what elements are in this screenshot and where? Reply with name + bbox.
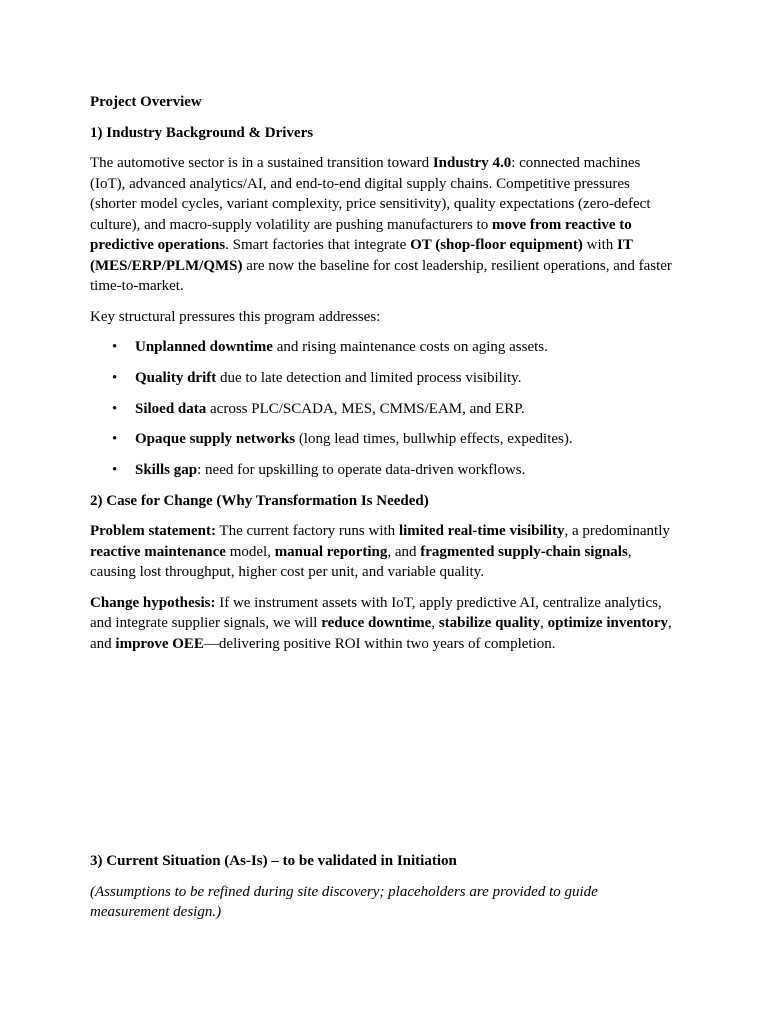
bold-text: IT (MES/ERP/PLM/QMS) bbox=[90, 237, 633, 274]
list-item bbox=[90, 368, 678, 389]
section-3-heading: 3) Current Situation (As-Is) – to be validated in Initiation bbox=[90, 853, 457, 869]
bold-text: move from reactive to predictive operations bbox=[90, 216, 632, 253]
list-item-text: Opaque supply networks (long lead times, bullwhip effects, expedites). bbox=[135, 431, 573, 448]
bullet-icon: • bbox=[112, 431, 118, 448]
list-item bbox=[90, 337, 678, 358]
bold-text: Skills gap bbox=[135, 462, 198, 479]
change-hypothesis-paragraph: Change hypothesis: If we instrument assets with IoT, apply predictive AI, centralize analytics, and integrate supplier signals, we will reduce downtime, stabilize quality, optimize inventory, and improve OEE—delivering positive ROI within two years of completion. bbox=[90, 594, 672, 652]
bold-text: improve OEE bbox=[115, 635, 204, 652]
bold-text: Change hypothesis: bbox=[90, 594, 216, 611]
bold-text: optimize inventory bbox=[547, 615, 669, 632]
problem-statement-paragraph: Problem statement: The current factory runs with limited real-time visibility, a predominantly reactive maintenance model, manual reporting, and fragmented supply-chain signals, causing lost throughput, higher cost per unit, and variable quality. bbox=[90, 523, 670, 581]
list-item bbox=[90, 429, 678, 450]
bullet-icon: • bbox=[112, 462, 118, 479]
bold-text: reactive maintenance bbox=[90, 543, 226, 560]
list-item-text: Skills gap: need for upskilling to operate data-driven workflows. bbox=[135, 462, 526, 479]
section-1-paragraph-2: Key structural pressures this program addresses: bbox=[90, 308, 381, 325]
list-item-text: Unplanned downtime and rising maintenance costs on aging assets. bbox=[135, 339, 548, 355]
bold-text: manual reporting bbox=[274, 543, 388, 560]
bold-text: Unplanned downtime bbox=[135, 339, 273, 355]
section-1-paragraph-1: The automotive sector is in a sustained transition toward Industry 4.0: connected machines (IoT), advanced analytics/AI, and end-to-end digital supply chains. Competitive pressures (shorter model cycles, variant complexity, price sensitivity), quality expectations (zero-defect culture), and macro-supply volatility are pushing manufacturers to move from reactive to predictive operations. Smart factories that integrate OT (shop-floor equipment) with IT (MES/ERP/PLM/QMS) are now the baseline for cost leadership, resilient operations, and faster time-to-market. bbox=[90, 155, 672, 294]
bold-text: limited real-time visibility bbox=[398, 523, 565, 540]
bold-text: OT (shop-floor equipment) bbox=[410, 237, 583, 253]
document-body bbox=[90, 92, 678, 654]
bold-text: fragmented supply-chain signals bbox=[420, 543, 628, 560]
bold-text: Siloed data bbox=[135, 400, 207, 417]
bold-text: stabilize quality bbox=[438, 615, 541, 632]
bold-text: Opaque supply networks bbox=[135, 431, 296, 448]
bold-text: reduce downtime bbox=[321, 615, 432, 632]
structural-pressures-list bbox=[90, 337, 678, 481]
section-3-note-text: (Assumptions to be refined during site discovery; placeholders are provided to guide measurement design.) bbox=[90, 883, 598, 920]
list-item-text: Quality drift due to late detection and limited process visibility. bbox=[135, 369, 522, 386]
list-item-text: Siloed data across PLC/SCADA, MES, CMMS/EAM, and ERP. bbox=[135, 400, 525, 417]
section-1-heading: 1) Industry Background & Drivers bbox=[90, 124, 314, 141]
bullet-icon: • bbox=[112, 339, 118, 355]
bullet-icon: • bbox=[112, 400, 118, 417]
bullet-icon: • bbox=[112, 369, 118, 386]
document-title: Project Overview bbox=[90, 94, 202, 110]
list-item bbox=[90, 460, 678, 481]
list-item bbox=[90, 399, 678, 420]
section-2-heading: 2) Case for Change (Why Transformation Is Needed) bbox=[90, 492, 429, 509]
bold-text: Industry 4.0 bbox=[432, 155, 512, 171]
section-3 bbox=[90, 851, 678, 923]
bold-text: Quality drift bbox=[135, 369, 217, 386]
section-3-note bbox=[90, 882, 678, 923]
bold-text: Problem statement: bbox=[90, 523, 216, 540]
